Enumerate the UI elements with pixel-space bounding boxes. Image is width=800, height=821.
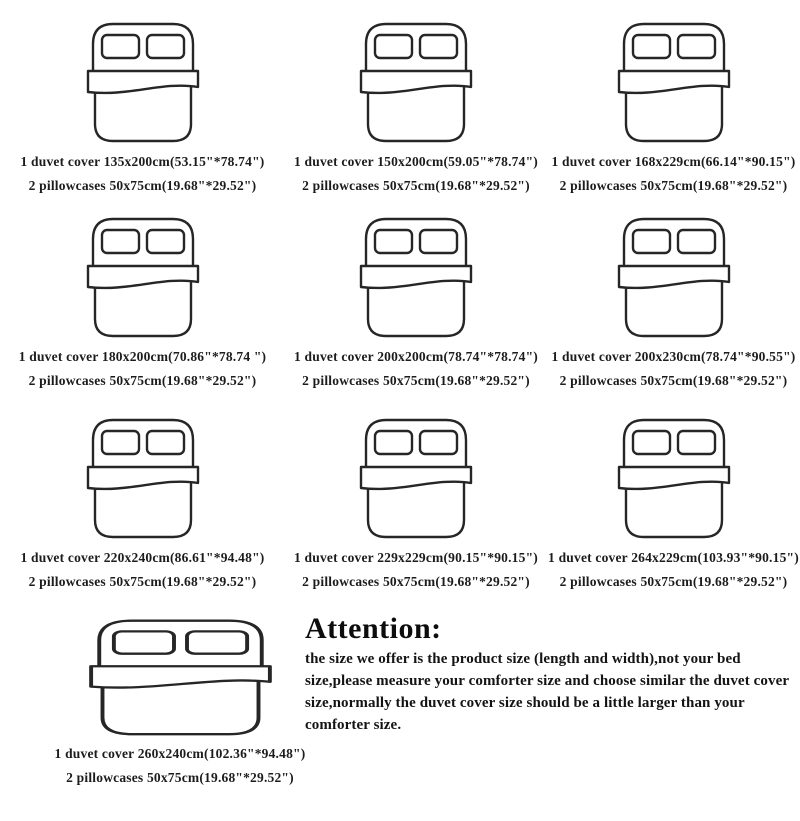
size-option-cell (547, 14, 800, 199)
attention-body: the size we offer is the product size (length and width),not your bed size,please measure your comforter size and choose similar the duvet cover size,normally the duvet cover size should be a little larger than your comforter size. (305, 651, 789, 733)
pillowcase-size-label: 2 pillowcases 50x75cm(19.68"*29.52") (28, 373, 257, 388)
size-row-2 (0, 209, 800, 394)
bed-top-view-icon (83, 410, 203, 542)
attention-note (305, 613, 792, 736)
duvet-size-label: 1 duvet cover 168x229cm(66.14"*90.15") (551, 154, 796, 169)
pillowcase-size-label: 2 pillowcases 50x75cm(19.68"*29.52") (66, 770, 294, 785)
size-row-4 (0, 611, 800, 821)
size-row-1 (0, 0, 800, 199)
size-option-cell (547, 209, 800, 394)
size-option-cell (285, 209, 547, 394)
bed-top-view-icon (356, 410, 476, 542)
size-option-cell (285, 410, 547, 595)
duvet-size-label: 1 duvet cover 200x230cm(78.74"*90.55") (551, 349, 796, 364)
bed-top-view-icon (83, 14, 203, 146)
duvet-size-label: 1 duvet cover 229x229cm(90.15"*90.15") (294, 550, 538, 565)
bed-top-view-icon (83, 209, 203, 341)
bed-top-view-icon (614, 209, 734, 341)
pillowcase-size-label: 2 pillowcases 50x75cm(19.68"*29.52") (302, 373, 530, 388)
size-row-3 (0, 410, 800, 595)
duvet-size-label: 1 duvet cover 260x240cm(102.36"*94.48") (54, 746, 306, 761)
pillowcase-size-label: 2 pillowcases 50x75cm(19.68"*29.52") (302, 574, 530, 589)
duvet-size-label: 1 duvet cover 180x200cm(70.86"*78.74 ") (18, 349, 267, 364)
pillowcase-size-label: 2 pillowcases 50x75cm(19.68"*29.52") (28, 178, 257, 193)
duvet-size-label: 1 duvet cover 135x200cm(53.15"*78.74") (20, 154, 265, 169)
size-option-cell (547, 410, 800, 595)
duvet-size-label: 1 duvet cover 200x200cm(78.74"*78.74") (294, 349, 538, 364)
bed-top-view-icon (356, 14, 476, 146)
bed-top-view-icon (356, 209, 476, 341)
duvet-size-label: 1 duvet cover 150x200cm(59.05"*78.74") (294, 154, 538, 169)
attention-title: Attention: (305, 612, 442, 645)
bed-top-view-icon (614, 410, 734, 542)
bed-top-view-icon (614, 14, 734, 146)
pillowcase-size-label: 2 pillowcases 50x75cm(19.68"*29.52") (559, 574, 788, 589)
duvet-size-label: 1 duvet cover 264x229cm(103.93"*90.15") (548, 550, 799, 565)
size-option-cell-wide (20, 611, 340, 791)
bed-top-view-wide-icon (83, 611, 278, 739)
pillowcase-size-label: 2 pillowcases 50x75cm(19.68"*29.52") (559, 373, 788, 388)
pillowcase-size-label: 2 pillowcases 50x75cm(19.68"*29.52") (302, 178, 530, 193)
size-option-cell (0, 410, 285, 595)
duvet-size-label: 1 duvet cover 220x240cm(86.61"*94.48") (20, 550, 265, 565)
pillowcase-size-label: 2 pillowcases 50x75cm(19.68"*29.52") (28, 574, 257, 589)
size-option-cell (0, 14, 285, 199)
pillowcase-size-label: 2 pillowcases 50x75cm(19.68"*29.52") (559, 178, 788, 193)
size-option-cell (0, 209, 285, 394)
size-option-cell (285, 14, 547, 199)
